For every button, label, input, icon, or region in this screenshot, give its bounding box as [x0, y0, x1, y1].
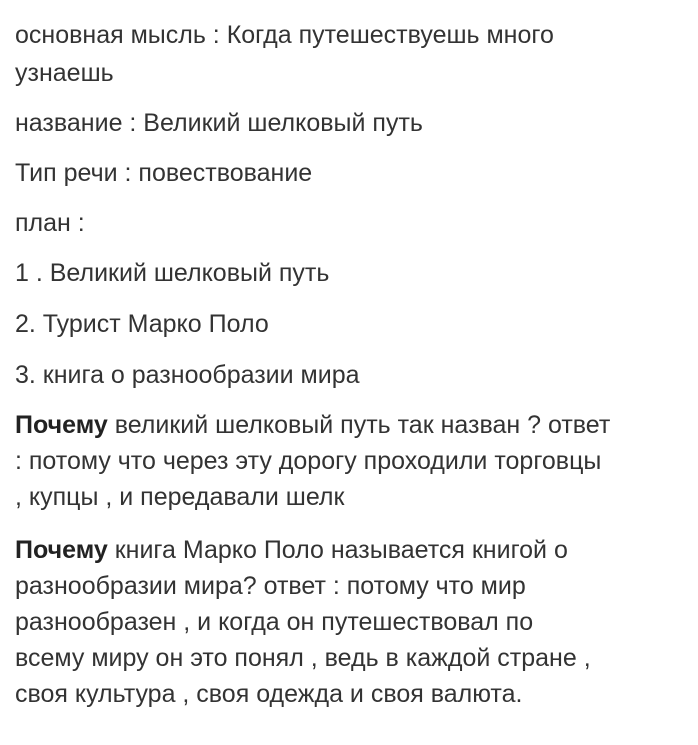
qa1-line-1: [15, 407, 690, 443]
plan-heading: план :: [15, 209, 85, 237]
qa2-line-4: всему миру он это понял , ведь в каждой стране ,: [15, 644, 591, 672]
qa1-line-3: , купцы , и передавали шелк: [15, 483, 345, 511]
plan-item-3: 3. книга о разнообразии мира: [15, 361, 360, 389]
qa2-line-2: разнообразии мира? ответ : потому что мир: [15, 572, 526, 600]
plan-item-2: 2. Турист Марко Поло: [15, 310, 269, 338]
qa2-question-word: Почему: [15, 536, 108, 564]
question-answer-2: [15, 532, 690, 712]
plan-item-1: 1 . Великий шелковый путь: [15, 259, 330, 287]
qa1-question-text: великий шелковый путь так назван ? ответ: [107, 411, 611, 439]
qa2-line-5: своя культура , своя одежда и своя валюта.: [15, 680, 523, 708]
main-idea-line-2: узнаешь: [15, 59, 114, 87]
qa1-question-word: Почему: [15, 411, 108, 439]
qa2-line-1: [15, 532, 690, 568]
question-answer-1: [15, 407, 690, 515]
speech-type-line: Тип речи : повествование: [15, 159, 313, 187]
title-line: название : Великий шелковый путь: [15, 109, 423, 137]
qa2-line-3: разнообразен , и когда он путешествовал по: [15, 608, 534, 636]
qa1-line-2: : потому что через эту дорогу проходили торговцы: [15, 447, 602, 475]
qa2-question-text: книга Марко Поло называется книгой о: [107, 536, 568, 564]
main-idea-line-1: основная мысль : Когда путешествуешь много: [15, 21, 554, 49]
